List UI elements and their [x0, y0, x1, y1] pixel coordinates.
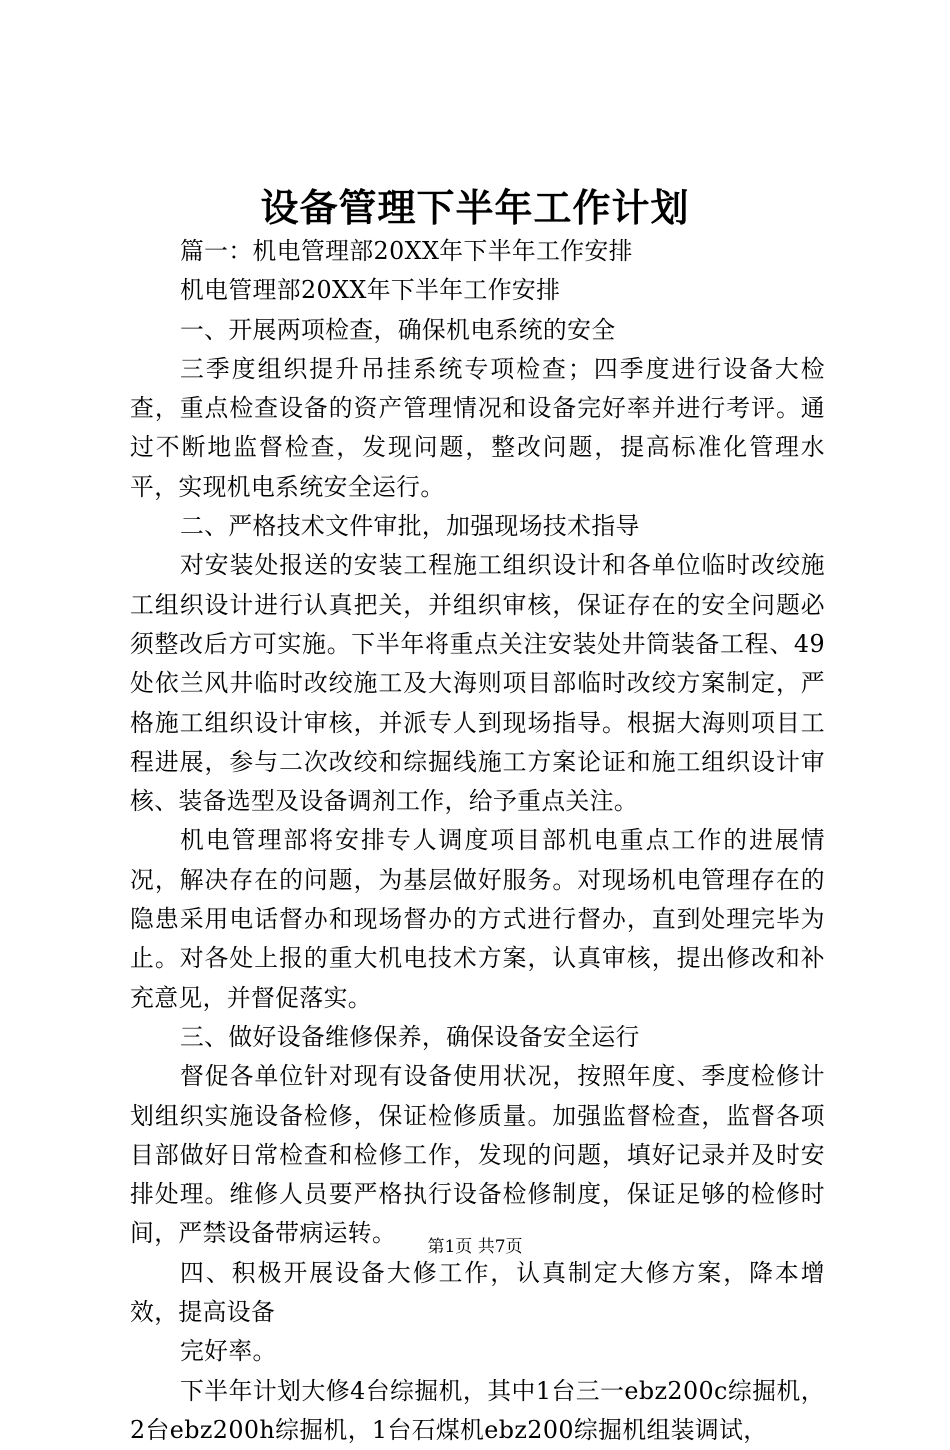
paragraph-section-2-heading: 二、严格技术文件审批，加强现场技术指导 — [179, 512, 640, 541]
document-body — [130, 232, 825, 1450]
paragraph-chapter-heading: 篇一：机电管理部20XX年下半年工作安排 — [179, 237, 633, 265]
paragraph-section-4-heading-cont: 完好率。 — [179, 1337, 277, 1366]
paragraph-section-2-body: 对安装处报送的安装工程施工组织设计和各单位临时改绞施工组织设计进行认真把关，并组织审核，保证存在的安全问题必须整改后方可实施。下半年将重点关注安装处井筒装备工程、49处依兰风井临时改绞施工及大海则项目部临时改绞方案制定，严格施工组织设计审核，并派专人到现场指导。根据大海则项目工程进展，参与二次改绞和综掘线施工方案论证和施工组织设计审核、装备选型及设备调剂工作，给予重点关注。 — [130, 551, 825, 816]
paragraph-section-1-heading: 一、开展两项检查，确保机电系统的安全 — [179, 315, 616, 344]
paragraph-section-3-heading: 三、做好设备维修保养，确保设备安全运行 — [179, 1022, 640, 1051]
paragraph-section-3-body: 督促各单位针对现有设备使用状况，按照年度、季度检修计划组织实施设备检修，保证检修质量。加强监督检查，监督各项目部做好日常检查和检修工作，发现的问题，填好记录并及时安排处理。维修人员要严格执行设备检修制度，保证足够的检修时间，严禁设备带病运转。 — [130, 1062, 825, 1248]
paragraph-section-2-body-cont: 机电管理部将安排专人调度项目部机电重点工作的进展情况，解决存在的问题，为基层做好服务。对现场机电管理存在的隐患采用电话督办和现场督办的方式进行督办，直到处理完毕为止。对各处上报的重大机电技术方案，认真审核，提出修改和补充意见，并督促落实。 — [130, 826, 825, 1012]
document-title: 设备管理下半年工作计划 — [260, 185, 690, 230]
page-number-footer: 第1页 共7页 — [427, 1237, 523, 1257]
paragraph-section-4-body: 下半年计划大修4台综掘机，其中1台三一ebz200c综掘机，2台ebz200h综掘机，1台石煤机ebz200综掘机组装调试， — [130, 1376, 825, 1444]
paragraph-section-4-heading: 四、积极开展设备大修工作，认真制定大修方案，降本增效，提高设备 — [130, 1258, 825, 1327]
paragraph-section-1-body: 三季度组织提升吊挂系统专项检查；四季度进行设备大检查，重点检查设备的资产管理情况和设备完好率并进行考评。通过不断地监督检查，发现问题，整改问题，提高标准化管理水平，实现机电系统安全运行。 — [130, 354, 825, 501]
paragraph-subtitle: 机电管理部20XX年下半年工作安排 — [179, 276, 561, 305]
